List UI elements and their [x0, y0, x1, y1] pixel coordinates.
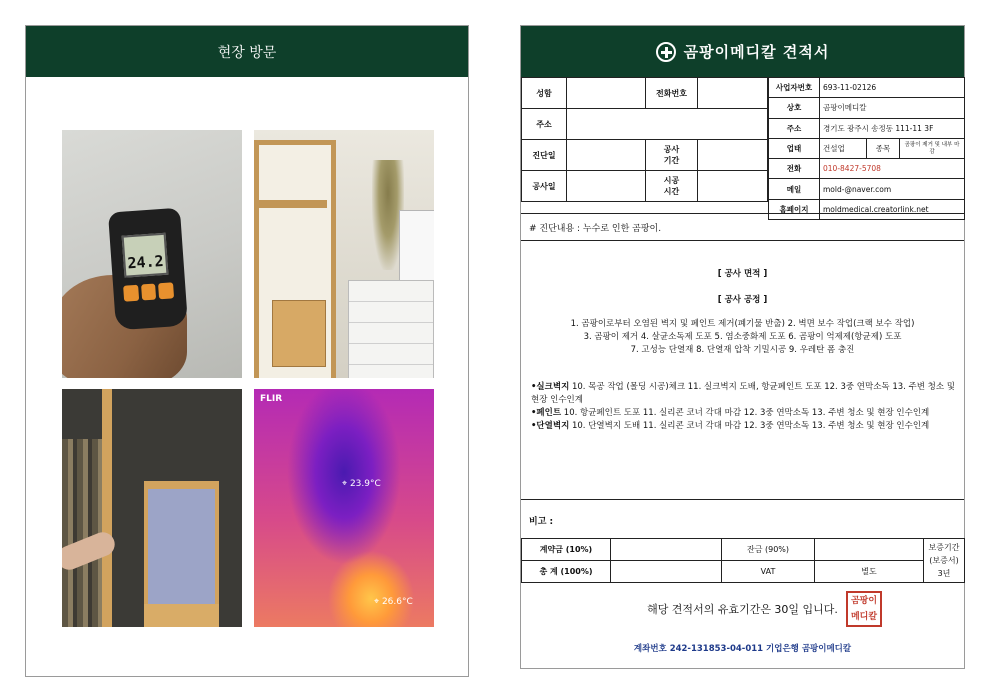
biz-phone-value: 010-8427-5708	[820, 159, 965, 179]
email-value: mold-@naver.com	[820, 179, 965, 199]
bank-account: 계좌번호 242-131853-04-011 기업은행 곰팡이메디칼	[633, 644, 852, 654]
warranty-cell: 보증기간 (보증서) 3년	[924, 539, 965, 583]
medical-cross-icon	[656, 42, 676, 62]
biz-address-label: 주소	[769, 118, 820, 138]
process-step-line: 1. 곰팡이로부터 오염된 벽지 및 페인트 제거(폐기물 반출) 2. 벽면 보수 작업(크랙 보수 작업)	[570, 319, 915, 329]
period-label: 공사 기간	[646, 140, 698, 171]
diag-date-value	[567, 140, 646, 171]
item-value: 곰팡이 제거 및 내부 마감	[900, 138, 965, 158]
client-info-table	[521, 77, 768, 202]
site-visit-title: 현장 방문	[26, 26, 468, 77]
web-value: moldmedical.creatorlink.net	[820, 199, 965, 219]
item-label: 종목	[867, 138, 900, 158]
estimate-sheet	[520, 25, 965, 669]
address-value	[567, 109, 768, 140]
closet-drawer	[272, 300, 326, 367]
company-value: 곰팡이메디칼	[820, 98, 965, 118]
name-label: 성함	[522, 78, 567, 109]
meter-buttons	[123, 282, 174, 301]
finish-type-silk: •실크벽지 10. 목공 작업 (몰딩 시공)체크 11. 실크벽지 도배, 항균페인트 도포 12. 3중 연막소독 13. 주변 청소 및 현장 인수인계	[531, 382, 955, 405]
total-value	[611, 561, 722, 583]
drawer-chest	[348, 280, 434, 378]
process-steps	[541, 318, 944, 357]
web-label: 홈페이지	[769, 199, 820, 219]
deposit-value	[611, 539, 722, 561]
moisture-meter-photo	[62, 130, 242, 378]
company-seal-stamp: 곰팡이 메디칼	[846, 591, 882, 627]
vat-label: VAT	[722, 561, 815, 583]
biz-address-value: 경기도 광주시 송정동 111-11 3F	[820, 118, 965, 138]
total-label: 총 계 (100%)	[522, 561, 611, 583]
company-label: 상호	[769, 98, 820, 118]
area-title: [ 공사 면적 ]	[717, 269, 768, 279]
temperature-marker-2: ⌖ 26.6°C	[374, 597, 413, 607]
finish-type-insulation: •단열벽지 10. 단열벽지 도배 11. 실리콘 코너 각대 마감 12. 3중 연막소독 13. 주변 청소 및 현장 인수인계	[531, 421, 930, 431]
validity-notice	[521, 582, 964, 635]
diag-date-label: 진단일	[522, 140, 567, 171]
finish-types	[531, 381, 956, 433]
validity-text: 해당 견적서의 유효기간은 30일 입니다.	[647, 603, 838, 616]
name-value	[567, 78, 646, 109]
finish-type-paint: •페인트 10. 항균페인트 도포 11. 실리콘 코너 각대 마감 12. 3중 연막소독 13. 주변 청소 및 현장 인수인계	[531, 408, 930, 418]
type-label: 업태	[769, 138, 820, 158]
period-value	[698, 140, 768, 171]
email-label: 메일	[769, 179, 820, 199]
thermal-image-photo	[254, 389, 434, 627]
estimate-title: 곰팡이메디칼 견적서	[683, 43, 830, 61]
worktime-value	[698, 171, 768, 202]
closet-floor	[144, 604, 219, 627]
work-date-value	[567, 171, 646, 202]
flir-logo: FLIR	[260, 394, 283, 404]
regno-label: 사업자번호	[769, 78, 820, 98]
process-title: [ 공사 공정 ]	[717, 295, 768, 305]
worktime-label: 시공 시간	[646, 171, 698, 202]
phone-label: 전화번호	[646, 78, 698, 109]
closet-mold-photo	[254, 130, 434, 378]
work-description	[521, 241, 964, 499]
business-info-table	[768, 77, 965, 220]
vat-value: 별도	[815, 561, 924, 583]
deposit-label: 계약금 (10%)	[522, 539, 611, 561]
moisture-meter	[108, 208, 188, 331]
temperature-marker-1: ⌖ 23.9°C	[342, 479, 381, 489]
address-label: 주소	[522, 109, 567, 140]
biz-phone-label: 전화	[769, 159, 820, 179]
balance-value	[815, 539, 924, 561]
regno-value: 693-11-02126	[820, 78, 965, 98]
balance-label: 잔금 (90%)	[722, 539, 815, 561]
diagnosis-line: # 진단내용 : 누수로 인한 곰팡이.	[521, 213, 964, 241]
remarks: 비고 :	[521, 499, 964, 539]
work-date-label: 공사일	[522, 171, 567, 202]
site-visit-sheet	[25, 25, 469, 677]
closet-panel-photo	[62, 389, 242, 627]
closet-shelf	[259, 200, 327, 208]
type-value: 건설업	[820, 138, 867, 158]
process-step-line: 3. 곰팡이 제거 4. 살균소독제 도포 5. 염소중화제 도포 6. 곰팡이 억제제(항균제) 도포	[583, 332, 902, 342]
estimate-header	[521, 26, 964, 77]
phone-value	[698, 78, 768, 109]
payment-table	[521, 538, 965, 583]
meter-reading: 24.2	[122, 233, 169, 278]
process-step-line: 7. 고성능 단열재 8. 단열재 압착 기밀시공 9. 우레탄 폼 충진	[630, 345, 855, 355]
